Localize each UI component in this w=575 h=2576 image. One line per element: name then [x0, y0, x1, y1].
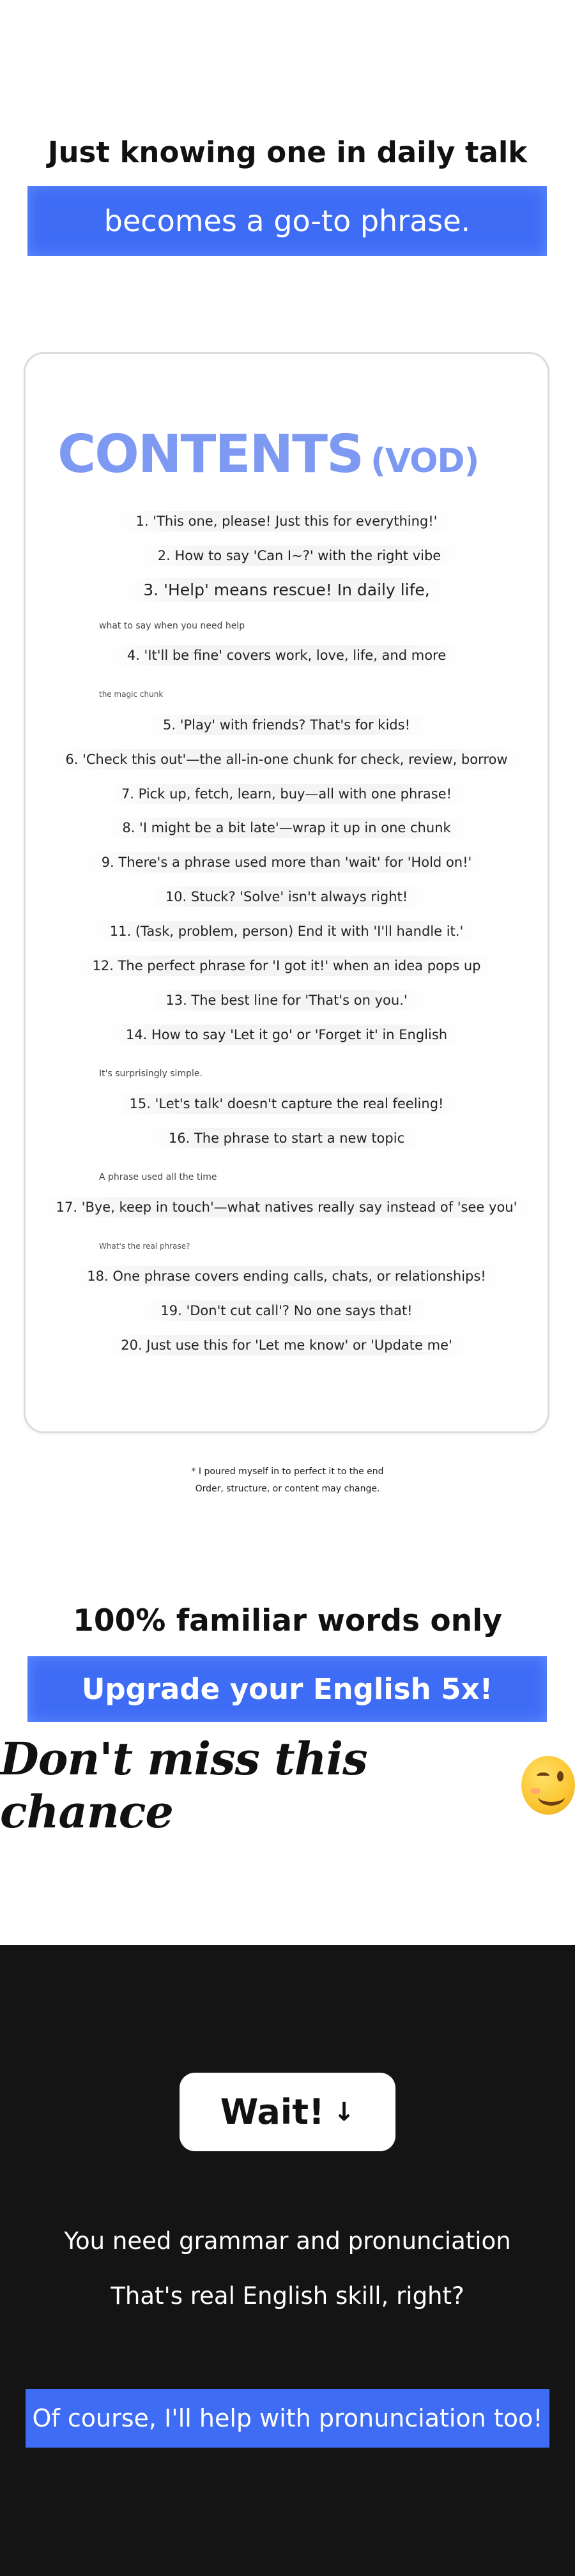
- toc-item-18: [26, 1269, 548, 1284]
- toc-item-12: [26, 958, 548, 973]
- toc-item-19: [26, 1303, 548, 1318]
- toc-item-15: [26, 1096, 548, 1111]
- toc-item-14: [26, 1027, 548, 1042]
- toc-item-text: 18. One phrase covers ending calls, chats, or relationships!: [68, 1266, 505, 1286]
- dark-line-1: You need grammar and pronunciation: [64, 2227, 511, 2255]
- toc-item-3: [26, 581, 548, 599]
- toc-item-text: 10. Stuck? 'Solve' isn't always right!: [146, 887, 427, 907]
- toc-item-text: 20. Just use this for 'Let me know' or 'Update me': [102, 1335, 471, 1355]
- toc-item-8: [26, 820, 548, 835]
- winking-face-icon: [521, 1756, 575, 1815]
- upgrade-banner: [27, 1656, 547, 1722]
- hero-banner: [27, 186, 547, 256]
- dont-miss-text: Don't miss this chance: [0, 1732, 367, 1838]
- familiar-words-heading: 100% familiar words only: [73, 1603, 502, 1638]
- contents-title-suffix: (VOD): [371, 442, 479, 480]
- toc-item-5: [26, 717, 548, 733]
- pronunciation-banner: [26, 2389, 549, 2448]
- toc-item-13: [26, 993, 548, 1008]
- toc-item-text: 7. Pick up, fetch, learn, buy—all with one phrase!: [102, 784, 471, 804]
- toc-item-4: [26, 648, 548, 663]
- toc-item-text: 11. (Task, problem, person) End it with 'I'll handle it.': [91, 921, 482, 941]
- toc-item-text: 8. 'I might be a bit late'—wrap it up in one chunk: [103, 818, 470, 838]
- toc-item-text: 6. 'Check this out'—the all-in-one chunk for check, review, borrow: [46, 749, 526, 770]
- toc-item-text: 14. How to say 'Let it go' or 'Forget it' in English: [107, 1025, 466, 1045]
- toc-note-3: what to say when you need help: [99, 621, 245, 631]
- hero-title: Just knowing one in daily talk: [47, 135, 528, 169]
- toc-item-text: 4. 'It'll be fine' covers work, love, life, and more: [108, 645, 465, 666]
- arrow-down-icon: ↓: [333, 2097, 355, 2127]
- toc-item-text: 19. 'Don't cut call'? No one says that!: [141, 1300, 431, 1321]
- toc-item-text: 5. 'Play' with friends? That's for kids!: [144, 715, 429, 735]
- toc-item-16: [26, 1131, 548, 1146]
- toc-note-4: the magic chunk: [99, 690, 164, 699]
- toc-item-text: 2. How to say 'Can I~?' with the right vibe: [139, 545, 460, 566]
- toc-note-16: A phrase used all the time: [99, 1172, 217, 1182]
- toc-item-7: [26, 786, 548, 802]
- toc-item-text: 12. The perfect phrase for 'I got it!' when an idea pops up: [73, 956, 500, 976]
- toc-item-2: [38, 548, 560, 563]
- toc-item-11: [26, 924, 548, 939]
- toc-item-text: 13. The best line for 'That's on you.': [146, 990, 426, 1010]
- toc-item-text: 17. 'Bye, keep in touch'—what natives really say instead of 'see you': [37, 1197, 537, 1217]
- footnote-line-2: Order, structure, or content may change.: [195, 1484, 380, 1494]
- toc-item-1: [26, 514, 548, 529]
- pronunciation-banner-text: Of course, I'll help with pronunciation too!: [32, 2404, 543, 2432]
- contents-heading: [57, 424, 479, 485]
- toc-note-14: It's surprisingly simple.: [99, 1069, 203, 1079]
- toc-item-text: 16. The phrase to start a new topic: [150, 1128, 424, 1148]
- toc-item-text: 3. 'Help' means rescue! In daily life,: [124, 578, 448, 602]
- toc-note-17: What's the real phrase?: [99, 1242, 190, 1251]
- toc-item-text: 1. 'This one, please! Just this for everything!': [117, 511, 457, 531]
- toc-item-text: 9. There's a phrase used more than 'wait' for 'Hold on!': [82, 852, 491, 873]
- dont-miss-row: [0, 1732, 575, 1838]
- dark-section: [0, 1945, 575, 2576]
- wait-label: Wait!: [220, 2092, 325, 2132]
- toc-item-6: [26, 752, 548, 767]
- wait-box: [180, 2073, 395, 2151]
- toc-item-17: [26, 1200, 548, 1215]
- hero-banner-text: becomes a go-to phrase.: [103, 204, 471, 238]
- contents-title: CONTENTS: [57, 424, 364, 485]
- upgrade-banner-text: Upgrade your English 5x!: [81, 1672, 493, 1706]
- toc-item-20: [26, 1338, 548, 1353]
- toc-item-text: 15. 'Let's talk' doesn't capture the real feeling!: [111, 1094, 463, 1114]
- toc-item-10: [26, 889, 548, 904]
- toc-item-9: [26, 855, 548, 870]
- footnote-line-1: * I poured myself in to perfect it to the end: [191, 1467, 384, 1477]
- dark-line-2: That's real English skill, right?: [111, 2282, 464, 2310]
- contents-card: [24, 352, 549, 1433]
